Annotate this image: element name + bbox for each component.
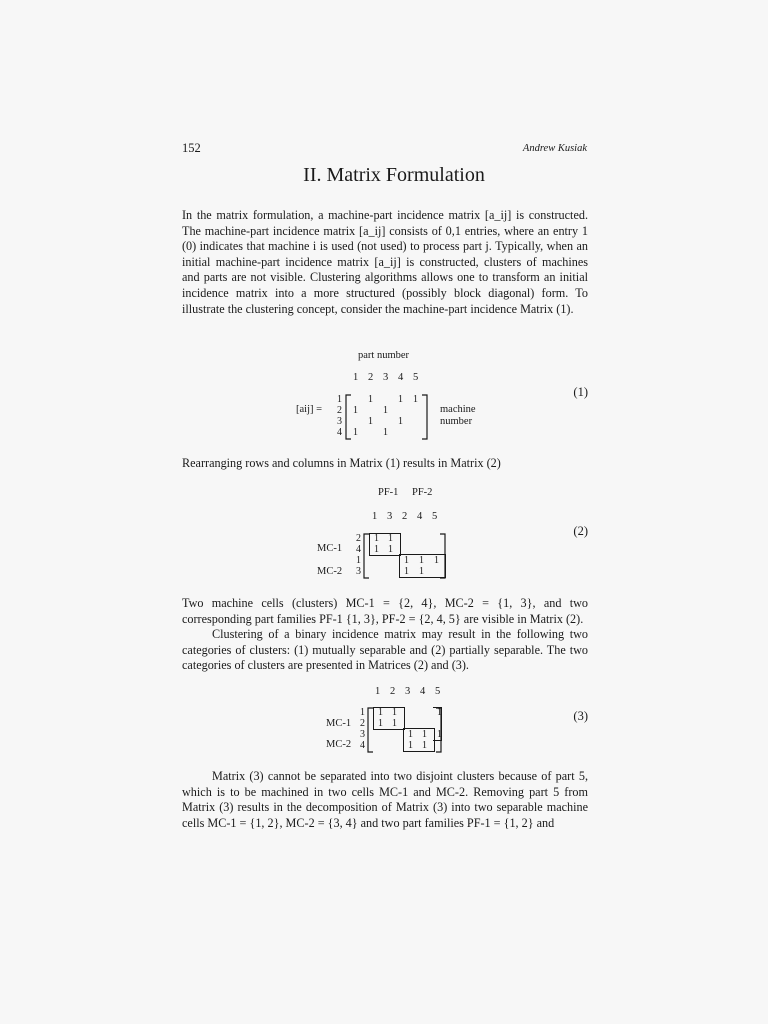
paragraph-partial-separable: [182, 769, 588, 831]
matrix2-col: 4: [417, 511, 423, 522]
matrix3-cell: 1: [408, 740, 413, 751]
matrix1-column-header: part number: [358, 350, 410, 361]
matrix1-cell: 1: [368, 416, 373, 427]
matrix3-cell: 1: [422, 729, 427, 740]
matrix2-row-label: 3: [356, 566, 361, 577]
matrix2-col: 5: [432, 511, 438, 522]
matrix2-cell-label: MC-2: [317, 566, 343, 577]
matrix3-col: 3: [405, 686, 411, 697]
matrix1-col: 4: [398, 372, 404, 383]
matrix2-cell: 1: [388, 533, 393, 544]
matrix1-side-label: number: [440, 416, 473, 427]
matrix2-cell: 1: [404, 566, 409, 577]
matrix3-col: 5: [435, 686, 441, 697]
matrix1-col: 3: [383, 372, 389, 383]
matrix2-cell: 1: [419, 555, 424, 566]
paragraph-clusters-text: Two machine cells (clusters) MC-1 = {2, 4}, MC-2 = {1, 3}, and two corresponding part families PF-1 {1, 3}, PF-2 = {2, 4, 5} are visible in Matrix (2).: [182, 596, 588, 626]
matrix3-row-label: 4: [360, 740, 365, 751]
matrix2-col: 2: [402, 511, 408, 522]
equation-number-2: (2): [573, 524, 588, 538]
matrix2-cell: 1: [388, 544, 393, 555]
matrix3-cell: 1: [408, 729, 413, 740]
matrix3-col: 2: [390, 686, 396, 697]
matrix2-cell: 1: [434, 555, 439, 566]
matrix1-cell: 1: [398, 394, 403, 405]
paragraph-categories-text: Clustering of a binary incidence matrix may result in the following two categories of clusters: (1) mutually separable and (2) partially separable. The two categories of clusters are presented in Matrices (2) and (3).: [182, 627, 588, 673]
matrix3-cell-label: MC-2: [326, 739, 352, 750]
matrix2-col: 1: [372, 511, 378, 522]
matrix3-col: 4: [420, 686, 426, 697]
running-head-author: Andrew Kusiak: [522, 143, 587, 154]
matrix2-cell: 1: [374, 533, 379, 544]
matrix3-cell: 1: [392, 718, 397, 729]
matrix2-col: 3: [387, 511, 393, 522]
matrix2-cell: 1: [404, 555, 409, 566]
matrix1-lhs: [aij] =: [296, 404, 323, 415]
matrix1-cell: 1: [413, 394, 418, 405]
matrix1-cell: 1: [353, 427, 358, 438]
matrix3-row-label: 1: [360, 707, 365, 718]
matrix3-cell: 1: [392, 707, 397, 718]
matrix3-cell: 1: [437, 707, 442, 718]
matrix1-row-label: 4: [337, 427, 342, 438]
matrix1-cell: 1: [353, 405, 358, 416]
matrix2-row-label: 2: [356, 533, 361, 544]
matrix3-row-label: 3: [360, 729, 365, 740]
matrix1-right-bracket: [421, 394, 431, 440]
matrix1-cell: 1: [383, 405, 388, 416]
matrix2-family-label: PF-2: [412, 487, 433, 498]
matrix3-cell: 1: [437, 729, 442, 740]
matrix3-cell: 1: [378, 707, 383, 718]
matrix1-row-label: 2: [337, 405, 342, 416]
matrix2-cell: 1: [419, 566, 424, 577]
matrix1-cell: 1: [368, 394, 373, 405]
matrix3-cell: 1: [422, 740, 427, 751]
equation-number-3: (3): [573, 709, 588, 723]
matrix1-col: 2: [368, 372, 374, 383]
matrix1-col: 1: [353, 372, 359, 383]
matrix2-row-label: 1: [356, 555, 361, 566]
matrix1-row-label: 3: [337, 416, 342, 427]
page-number: 152: [182, 141, 201, 155]
paragraph-intro: [182, 208, 588, 317]
matrix3-cell: 1: [378, 718, 383, 729]
matrix1-row-label: 1: [337, 394, 342, 405]
matrix3-col: 1: [375, 686, 381, 697]
paragraph-clusters: [182, 596, 588, 674]
matrix2-cell: 1: [374, 544, 379, 555]
matrix2-cell-label: MC-1: [317, 543, 343, 554]
matrix3-row-label: 2: [360, 718, 365, 729]
matrix1-cell: 1: [383, 427, 388, 438]
matrix1-side-label: machine: [440, 404, 476, 415]
matrix2-row-label: 4: [356, 544, 361, 555]
text-rearranging: Rearranging rows and columns in Matrix (1) results in Matrix (2): [182, 456, 501, 470]
matrix3-cell-label: MC-1: [326, 718, 352, 729]
matrix1-col: 5: [413, 372, 419, 383]
section-title: II. Matrix Formulation: [303, 164, 485, 186]
paragraph-partial-separable-text: Matrix (3) cannot be separated into two disjoint clusters because of part 5, which is to be machined in two cells MC-1 and MC-2. Removing part 5 from Matrix (3) results in the decomposition of Matrix (3) into two separable machine cells MC-1 = {1, 2}, MC-2 = {3, 4} and two part families PF-1 = {1, 2} and: [182, 769, 588, 830]
matrix2-family-label: PF-1: [378, 487, 399, 498]
paragraph-intro-text: In the matrix formulation, a machine-part incidence matrix [a_ij] is constructed. The machine-part incidence matrix [a_ij] consists of 0,1 entries, where an entry 1 (0) indicates that machine i is used (not used) to process part j. Typically, when an initial machine-part incidence matrix [a_ij] is constructed, clusters of machines and parts are not visible. Clustering algorithms allows one to transform an initial incidence matrix into a more structured (possibly block diagonal) form. To illustrate the clustering concept, consider the machine-part incidence Matrix (1).: [182, 208, 588, 316]
equation-number-1: (1): [573, 385, 588, 399]
matrix1-cell: 1: [398, 416, 403, 427]
